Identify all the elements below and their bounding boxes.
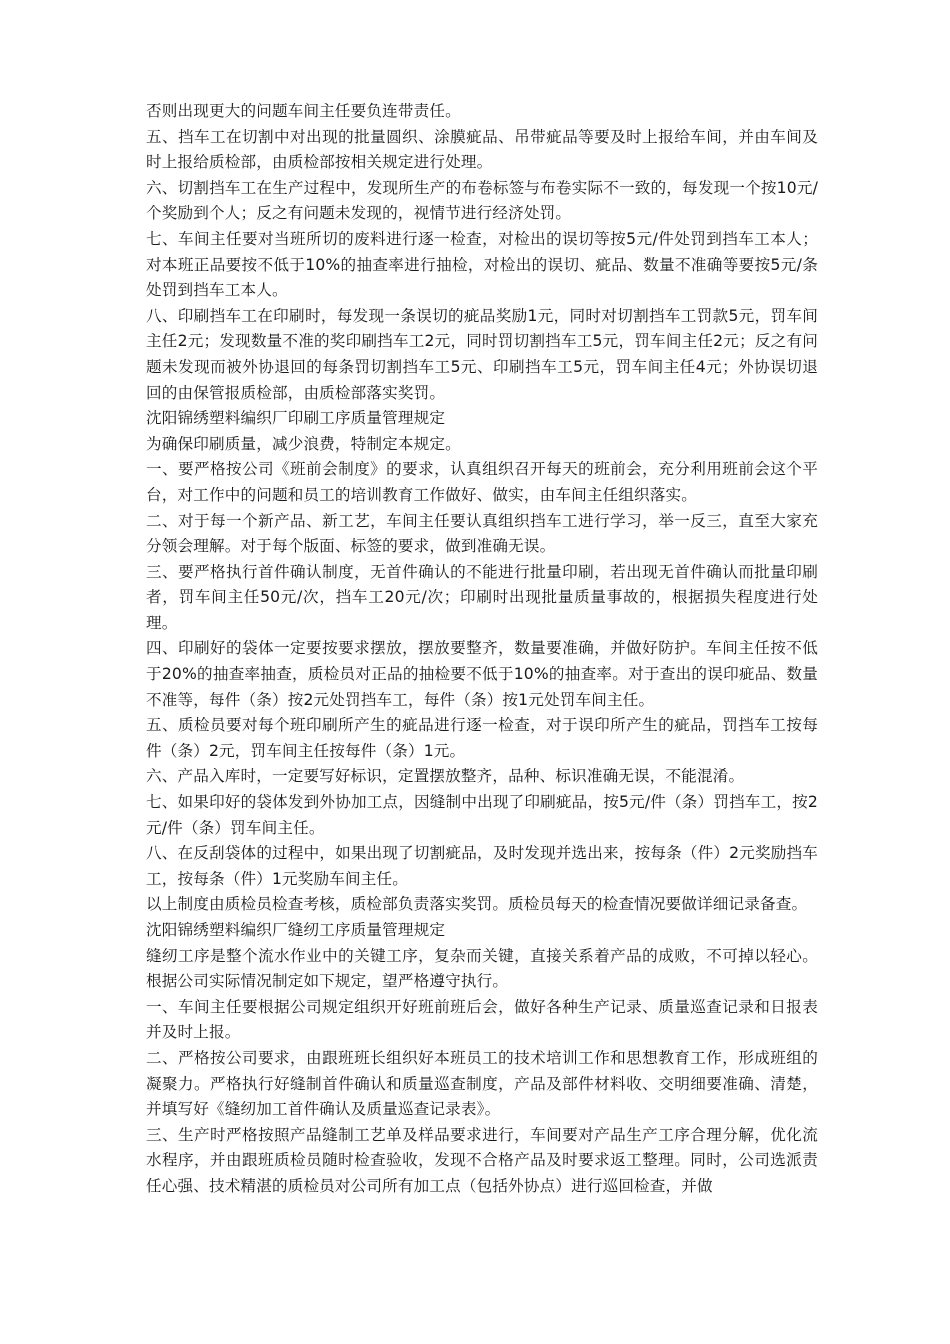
paragraph-printing-rule-4: 四、印刷好的袋体一定要按要求摆放，摆放要整齐，数量要准确，并做好防护。车间主任按不低于20%的抽查率抽查，质检员对正品的抽检要不低于10%的抽查率。对于查出的误印疵品、数量不准等，每件（条）按2元处罚挡车工，每件（条）按1元处罚车间主任。	[146, 639, 818, 709]
paragraph-printing-rule-7: 七、如果印好的袋体发到外协加工点，因缝制中出现了印刷疵品，按5元/件（条）罚挡车工，按2元/件（条）罚车间主任。	[146, 793, 818, 837]
section-title-printing: 沈阳锦绣塑料编织厂印刷工序质量管理规定	[146, 409, 446, 428]
paragraph-sewing-rule-3: 三、生产时严格按照产品缝制工艺单及样品要求进行，车间要对产品生产工序合理分解，优化流水程序，并由跟班质检员随时检查验收，发现不合格产品及时要求返工整理。同时，公司选派责任心强、技术精湛的质检员对公司所有加工点（包括外协点）进行巡回检查，并做	[146, 1125, 818, 1195]
section-title-sewing: 沈阳锦绣塑料编织厂缝纫工序质量管理规定	[146, 921, 446, 939]
paragraph-printing-rule-8: 八、在反刮袋体的过程中，如果出现了切割疵品，及时发现并选出来，按每条（件）2元奖励挡车工，按每条（件）1元奖励车间主任。	[146, 844, 818, 888]
document-body	[146, 99, 818, 1200]
paragraph-printing-rule-6: 六、产品入库时，一定要写好标识，定置摆放整齐，品种、标识准确无误，不能混淆。	[146, 767, 745, 786]
paragraph-printing-rule-5: 五、质检员要对每个班印刷所产生的疵品进行逐一检查，对于误印所产生的疵品，罚挡车工按每件（条）2元，罚车间主任按每件（条）1元。	[146, 716, 818, 760]
paragraph-rule-6-cutting: 六、切割挡车工在生产过程中，发现所生产的布卷标签与布卷实际不一致的，每发现一个按10元/个奖励到个人；反之有问题未发现的，视情节进行经济处罚。	[146, 178, 818, 223]
paragraph-rule-8-cutting: 八、印刷挡车工在印刷时，每发现一条误切的疵品奖励1元，同时对切割挡车工罚款5元，罚车间主任2元；发现数量不准的奖印刷挡车工2元，同时罚切割挡车工5元，罚车间主任2元；反之有问题未发现而被外协退回的每条罚切割挡车工5元、印刷挡车工5元，罚车间主任4元；外协误切退回的由保管报质检部，由质检部落实奖罚。	[146, 306, 818, 402]
paragraph-continuation: 否则出现更大的问题车间主任要负连带责任。	[146, 102, 461, 120]
paragraph-sewing-intro: 缝纫工序是整个流水作业中的关键工序，复杂而关键，直接关系着产品的成败，不可掉以轻心。根据公司实际情况制定如下规定，望严格遵守执行。	[146, 946, 818, 991]
paragraph-rule-5-cutting: 五、挡车工在切割中对出现的批量圆织、涂膜疵品、吊带疵品等要及时上报给车间，并由车间及时上报给质检部，由质检部按相关规定进行处理。	[146, 127, 818, 172]
paragraph-sewing-rule-2: 二、严格按公司要求，由跟班班长组织好本班员工的技术培训工作和思想教育工作，形成班组的凝聚力。严格执行好缝制首件确认和质量巡查制度，产品及部件材料收、交明细要准确、清楚，并填写好《缝纫加工首件确认及质量巡查记录表》。	[146, 1048, 818, 1119]
paragraph-printing-intro: 为确保印刷质量，减少浪费，特制定本规定。	[146, 434, 461, 453]
paragraph-printing-rule-1: 一、要严格按公司《班前会制度》的要求，认真组织召开每天的班前会，充分利用班前会这个平台，对工作中的问题和员工的培训教育工作做好、做实，由车间主任组织落实。	[146, 460, 818, 504]
paragraph-printing-closing: 以上制度由质检员检查考核，质检部负责落实奖罚。质检员每天的检查情况要做详细记录备查。	[146, 895, 808, 914]
paragraph-printing-rule-2: 二、对于每一个新产品、新工艺，车间主任要认真组织挡车工进行学习，举一反三，直至大家充分领会理解。对于每个版面、标签的要求，做到准确无误。	[146, 511, 818, 556]
paragraph-sewing-rule-1: 一、车间主任要根据公司规定组织开好班前班后会，做好各种生产记录、质量巡查记录和日报表并及时上报。	[146, 997, 818, 1042]
paragraph-printing-rule-3: 三、要严格执行首件确认制度，无首件确认的不能进行批量印刷，若出现无首件确认而批量印刷者，罚车间主任50元/次，挡车工20元/次；印刷时出现批量质量事故的，根据损失程度进行处理。	[146, 562, 818, 632]
paragraph-rule-7-cutting: 七、车间主任要对当班所切的废料进行逐一检查，对检出的误切等按5元/件处罚到挡车工本人；对本班正品要按不低于10%的抽查率进行抽检，对检出的误切、疵品、数量不准确等要按5元/条处罚到挡车工本人。	[146, 229, 818, 300]
